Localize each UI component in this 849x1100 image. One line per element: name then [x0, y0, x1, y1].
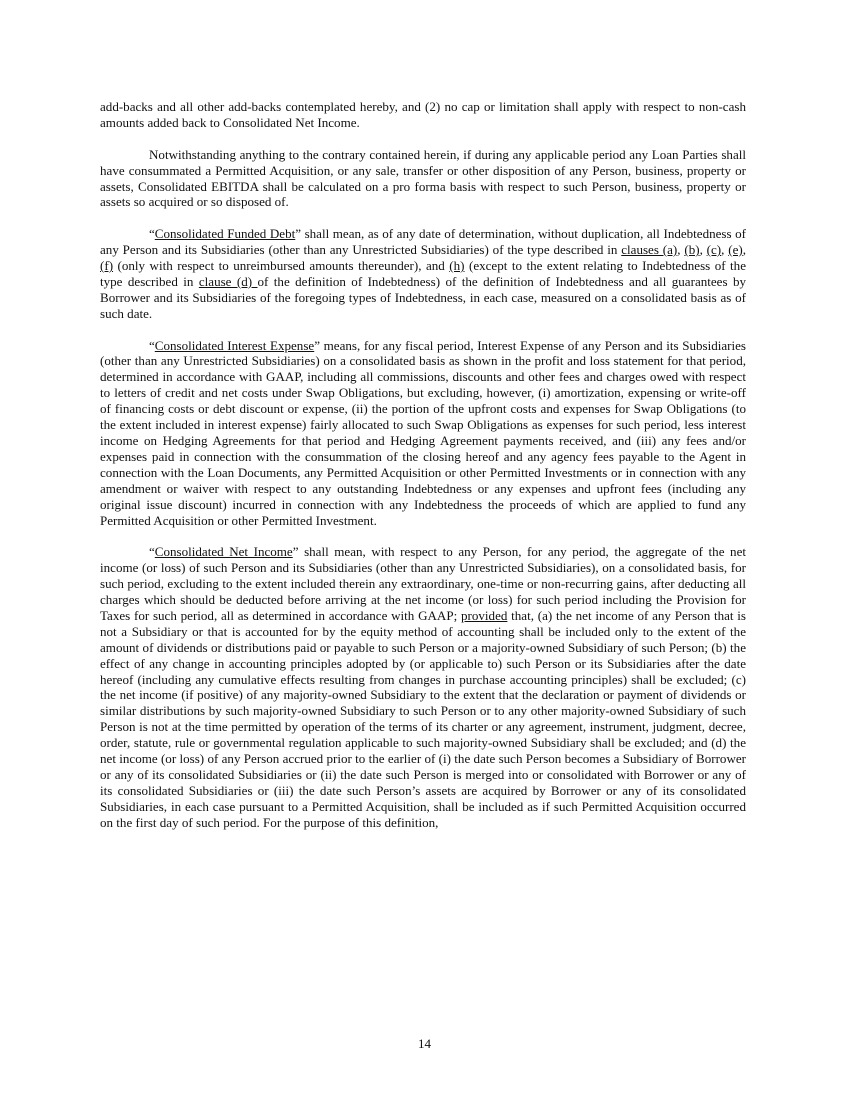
open-quote: “ [149, 337, 155, 353]
definition-text: ” shall mean, as of any date of determination, without duplication, all Indebtedness of any Person and its Subsidiaries (other than any Unrestricted Subsidiaries) of the type described in [100, 226, 746, 258]
cross-reference-clause-f: (f) [100, 258, 114, 274]
cross-reference-clause-d: clause (d) [198, 273, 258, 289]
paragraph-addbacks-text: add-backs and all other add-backs contemplated hereby, and (2) no cap or limitation shall apply with respect to non-cash amounts added back to Consolidated Net Income. [100, 99, 746, 130]
paragraph-pro-forma [100, 147, 746, 211]
definition-text: ” shall mean, with respect to any Person, for any period, the aggregate of the net income (or loss) of such Person and its Subsidiaries (other than any Unrestricted Subsidiaries), on a consolidated basis, for such period, excluding to the extent included therein any extraordinary, one-time or non-recurring gains, after deducting all charges which should be deducted before arriving at the net income (or loss) for such period including the Provision for Taxes for such period, all as determined in accordance with GAAP; [100, 544, 746, 623]
cross-reference-clause-h: (h) [449, 258, 465, 274]
definition-consolidated-interest-expense [100, 338, 746, 529]
defined-term-consolidated-funded-debt: Consolidated Funded Debt [154, 226, 296, 242]
paragraph-pro-forma-text: Notwithstanding anything to the contrary contained herein, if during any applicable period any Loan Parties shall have consummated a Permitted Acquisition, or any sale, transfer or other disposition of any Person, business, property or assets, Consolidated EBITDA shall be calculated on a pro forma basis with respect to such Person, business, property or assets so acquired or so disposed of. [100, 146, 746, 210]
cross-reference-clause-c: (c) [706, 242, 722, 258]
definition-text: (except to the extent relating to Indebtedness of the type described in [100, 258, 746, 289]
cross-reference-clause-b: (b) [684, 242, 700, 258]
cross-reference-clauses-a: clauses (a) [621, 242, 678, 258]
separator: , [742, 242, 746, 258]
definition-text: (only with respect to unreimbursed amounts thereunder), and [113, 258, 450, 274]
definition-consolidated-funded-debt [100, 226, 746, 321]
open-quote: “ [149, 226, 155, 242]
page-number: 14 [417, 1036, 432, 1051]
separator: , [677, 242, 685, 258]
definition-consolidated-net-income [100, 544, 746, 830]
document-page [100, 99, 746, 847]
definition-text: of the definition of Indebtedness) of the definition of Indebtedness and all guarantees by Borrower and its Subsidiaries of the foregoing types of Indebtedness, in each case, measured on a consolidated basis as of such date. [100, 273, 747, 321]
separator: , [699, 242, 707, 258]
separator: , [721, 242, 729, 258]
defined-term-consolidated-interest-expense: Consolidated Interest Expense [154, 337, 315, 353]
cross-reference-clause-e: (e) [728, 242, 743, 258]
definition-text: ” means, for any fiscal period, Interest Expense of any Person and its Subsidiaries (other than any Unrestricted Subsidiaries) on a consolidated basis as shown in the profit and loss statement for that period, determined in accordance with GAAP, including all commissions, discounts and other fees and charges owed with respect to letters of credit and net costs under Swap Obligations, but excluding, however, (i) amortization, expensing or write-off of financing costs or debt discount or expense, (ii) the portion of the upfront costs and expenses for Swap Obligations (to the extent included in interest expense) fairly allocated to such Swap Obligations as expenses for such period, less interest income on Hedging Agreements for that period and Hedging Agreement payments received, and (iii) any fees and/or expenses paid in connection with the consummation of the closing hereof and any agency fees payable to the Agent in connection with the Loan Documents, any Permitted Acquisition or other Permitted Investments or in connection with any amendment or waiver with respect to any outstanding Indebtedness or any expenses and upfront fees (including any original issue discount) incurred in connection with any Indebtedness the proceeds of which are applied to fund any Permitted Acquisition or other Permitted Investment. [100, 337, 747, 528]
open-quote: “ [149, 544, 155, 560]
provided-keyword: provided [461, 607, 508, 623]
paragraph-addbacks [100, 99, 746, 131]
definition-text: that, (a) the net income of any Person that is not a Subsidiary or that is accounted for by the equity method of accounting shall be included only to the extent of the amount of dividends or distributions paid or payable to such Person or a majority-owned Subsidiary of such Person; (b) the effect of any change in accounting principles adopted by (or applicable to) such Person or its Subsidiaries after the date hereof (including any cumulative effects resulting from changes in purchase accounting principles) shall be excluded; (c) the net income (if positive) of any majority-owned Subsidiary to the extent that the declaration or payment of dividends or similar distributions by such majority-owned Subsidiary to such Person or to any other majority-owned Subsidiary of such Person is not at the time permitted by operation of the terms of its charter or any agreement, instrument, judgment, decree, order, statute, rule or governmental regulation applicable to such majority-owned Subsidiary shall be excluded; and (d) the net income (or loss) of any Person accrued prior to the earlier of (i) the date such Person becomes a Subsidiary of Borrower or any of its consolidated Subsidiaries or (ii) the date such Person is merged into or consolidated with Borrower or any of its consolidated Subsidiaries or (iii) the date such Person’s assets are acquired by Borrower or any of its consolidated Subsidiaries, in each case pursuant to a Permitted Acquisition, shall be included as if such Permitted Acquisition occurred on the first day of such period. For the purpose of this definition, [100, 607, 746, 830]
defined-term-consolidated-net-income: Consolidated Net Income [154, 544, 293, 560]
